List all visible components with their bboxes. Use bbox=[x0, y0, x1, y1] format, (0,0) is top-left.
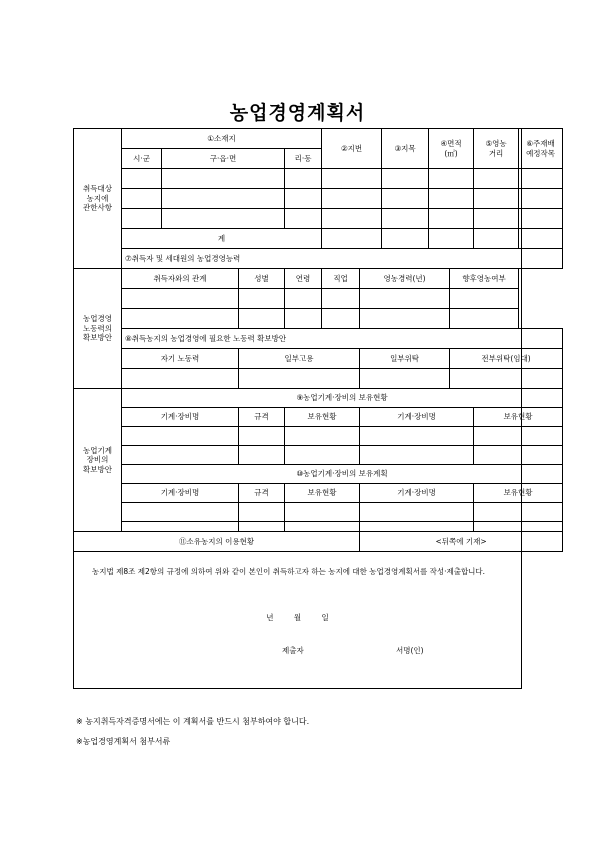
age-header: 연령 bbox=[285, 269, 322, 289]
section2-side-label: 농업경영 노동력의 확보방안 bbox=[74, 269, 122, 389]
own-labor-header: 자기 노동력 bbox=[122, 349, 239, 369]
document-title: 농업경영계획서 bbox=[229, 102, 366, 124]
labor-plan-header: ⑧취득농지의 농업경영에 필요한 노동력 확보방안 bbox=[122, 329, 563, 349]
submitter-label: 제출자 bbox=[282, 646, 304, 655]
occupation-header: 직업 bbox=[322, 269, 360, 289]
full-consign-header: 전부위탁(임대) bbox=[450, 349, 563, 369]
holding-status-header: 보유현황 bbox=[285, 408, 360, 427]
machine-row bbox=[74, 446, 563, 465]
machine-plan-header: ⑩농업기계·장비의 보유계획 bbox=[122, 465, 563, 484]
land-category-header: ③지목 bbox=[382, 129, 429, 169]
district-header: 구·읍·면 bbox=[162, 149, 285, 169]
plan-machine-name-header: 기계·장비명 bbox=[122, 484, 239, 503]
machine-name-header: 기계·장비명 bbox=[122, 408, 239, 427]
machine-plan-spacer bbox=[74, 522, 563, 532]
main-crop-header: ⑥주재배 예정작목 bbox=[519, 129, 563, 169]
land-row bbox=[74, 209, 563, 229]
partial-hire-header: 일부고용 bbox=[239, 349, 360, 369]
lot-number-header: ②지번 bbox=[322, 129, 382, 169]
holding-status-header-2: 보유현황 bbox=[474, 408, 563, 427]
city-county-header: 시·군 bbox=[122, 149, 162, 169]
signature-label: 서명(인) bbox=[396, 646, 424, 655]
experience-header: 영농경력(년) bbox=[360, 269, 450, 289]
see-back-label: <뒤쪽에 기재> bbox=[360, 532, 563, 552]
partial-consign-header: 일부위탁 bbox=[360, 349, 450, 369]
gender-header: 성별 bbox=[239, 269, 285, 289]
owned-land-usage-label: ⑪소유농지의 이용현황 bbox=[74, 532, 360, 552]
plan-holding-status-header-2: 보유현황 bbox=[474, 484, 563, 503]
farm-plan-form bbox=[73, 128, 563, 552]
date-line: 년 월 일 bbox=[266, 613, 329, 622]
land-row bbox=[74, 189, 563, 209]
member-row bbox=[74, 309, 563, 329]
labor-capacity-header: ⑦취득자 및 세대원의 농업경영능력 bbox=[122, 249, 563, 269]
total-label: 계 bbox=[122, 229, 322, 249]
section1-side-label: 취득대상 농지에 관한사항 bbox=[74, 129, 122, 269]
plan-holding-status-header: 보유현황 bbox=[285, 484, 360, 503]
section3-side-label: 농업기계 장비의 확보방안 bbox=[74, 389, 122, 532]
member-row bbox=[74, 289, 563, 309]
note-2: ※농업경영계획서 첨부서류 bbox=[76, 737, 171, 746]
land-row bbox=[74, 169, 563, 189]
location-header: ①소재지 bbox=[122, 129, 322, 149]
machine-name-header-2: 기계·장비명 bbox=[360, 408, 474, 427]
plan-machine-name-header-2: 기계·장비명 bbox=[360, 484, 474, 503]
total-row bbox=[74, 229, 563, 249]
note-1: ※ 농지취득자격증명서에는 이 계획서를 반드시 첨부하여야 합니다. bbox=[76, 717, 310, 726]
area-header: ④면적 (㎡) bbox=[429, 129, 474, 169]
future-farming-header: 향후영농여부 bbox=[450, 269, 519, 289]
village-header: 리·동 bbox=[285, 149, 322, 169]
plan-spec-header: 규격 bbox=[239, 484, 285, 503]
labor-plan-row bbox=[74, 369, 563, 389]
farming-distance-header: ⑤영농 거리 bbox=[474, 129, 519, 169]
spec-header: 규격 bbox=[239, 408, 285, 427]
relation-header: 취득자와의 관계 bbox=[122, 269, 239, 289]
machine-plan-row bbox=[74, 503, 563, 522]
machine-row bbox=[74, 427, 563, 446]
declaration-text: 농지법 제8조 제2항의 규정에 의하여 위와 같이 본인이 취득하고자 하는 농지에 대한 농업경영계획서를 작성·제출합니다. bbox=[92, 567, 486, 576]
machine-holding-header: ⑨농업기계·장비의 보유현황 bbox=[122, 389, 563, 408]
